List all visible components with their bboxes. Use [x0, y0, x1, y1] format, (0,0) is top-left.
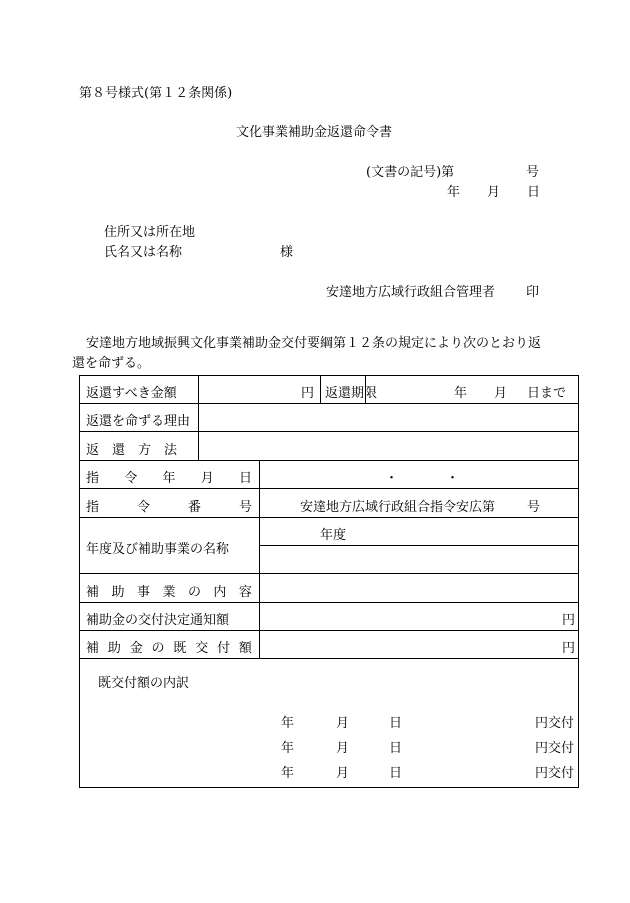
reason-label: 返還を命ずる理由: [86, 414, 191, 429]
directive-number-value: 安達地方広域行政組合指令安広第: [300, 500, 496, 515]
project-name-label: 年度及び補助事業の名称: [86, 542, 230, 557]
directive-number-label: 指 令 番 号: [86, 500, 252, 515]
deadline-label: 返還期限: [325, 386, 378, 401]
decision-amount-yen: 円: [562, 613, 576, 628]
document-title: 文化事業補助金返還命令書: [236, 125, 393, 140]
breakdown-day: 日: [389, 716, 403, 731]
form-number: 第８号様式(第１２条関係): [79, 86, 233, 101]
breakdown-month: 月: [336, 741, 350, 756]
method-label: 返 還 方 法: [86, 443, 178, 458]
decision-amount-label: 補助金の交付決定通知額: [86, 613, 230, 628]
name-label: 氏名又は名称: [104, 245, 183, 260]
breakdown-amount: 円交付: [535, 741, 575, 756]
return-amount-yen: 円: [301, 386, 315, 401]
seal-mark: 印: [526, 285, 540, 300]
return-amount-label: 返還すべき金額: [86, 386, 177, 401]
breakdown-amount: 円交付: [535, 716, 575, 731]
deadline-day: 日まで: [527, 386, 567, 401]
breakdown-month: 月: [336, 766, 350, 781]
breakdown-label: 既交付額の内訳: [98, 676, 190, 691]
return-order-table: [79, 375, 579, 788]
directive-number-suffix: 号: [527, 500, 541, 515]
paid-amount-yen: 円: [562, 641, 576, 656]
breakdown-year: 年: [281, 716, 295, 731]
date-month: 月: [487, 185, 501, 200]
breakdown-day: 日: [389, 741, 403, 756]
directive-date-dot-1: ・: [385, 471, 399, 486]
date-day: 日: [527, 185, 541, 200]
fiscal-year: 年度: [320, 528, 347, 543]
body-line-1: 安達地方地域振興文化事業補助金交付要綱第１２条の規定により次のとおり返: [86, 336, 542, 351]
paid-amount-label: 補 助 金 の 既 交 付 額: [86, 641, 252, 656]
deadline-month: 月: [494, 386, 508, 401]
directive-date-dot-2: ・: [446, 471, 460, 486]
date-year: 年: [447, 185, 461, 200]
directive-date-label: 指 令 年 月 日: [86, 471, 252, 486]
content-label: 補 助 事 業 の 内 容: [86, 585, 252, 600]
issuer-name: 安達地方広域行政組合管理者: [326, 285, 496, 300]
breakdown-year: 年: [281, 741, 295, 756]
doc-number-label: (文書の記号)第: [366, 165, 455, 180]
breakdown-year: 年: [281, 766, 295, 781]
honorific: 様: [280, 245, 294, 260]
body-line-2: 還を命ずる。: [72, 356, 151, 371]
breakdown-amount: 円交付: [535, 766, 575, 781]
deadline-year: 年: [454, 386, 468, 401]
breakdown-day: 日: [389, 766, 403, 781]
doc-number-suffix: 号: [526, 165, 540, 180]
address-label: 住所又は所在地: [104, 225, 196, 240]
breakdown-month: 月: [336, 716, 350, 731]
